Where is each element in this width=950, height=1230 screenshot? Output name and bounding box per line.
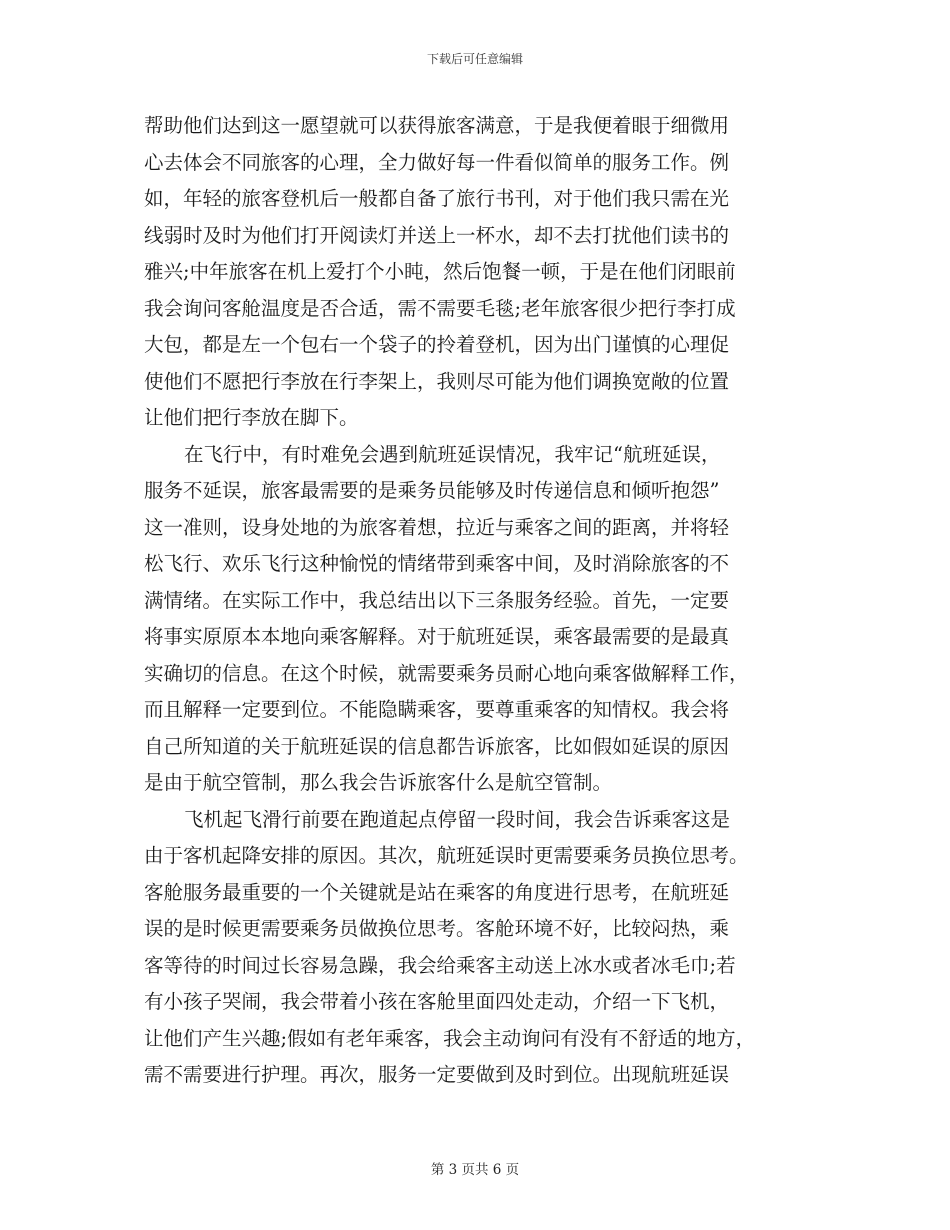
- text-line: 如，年轻的旅客登机后一般都自备了旅行书刊，对于他们我只需在光: [144, 187, 730, 210]
- text-line: 误的是时候更需要乘务员做换位思考。客舱环境不好，比较闷热，乘: [144, 917, 730, 940]
- text-line: 在飞行中，有时难免会遇到航班延误情况，我牢记“航班延误，: [184, 442, 721, 466]
- text-line: 客舱服务最重要的一个关键就是站在乘客的角度进行思考，在航班延: [144, 880, 730, 904]
- text-line: 我会询问客舱温度是否合适，需不需要毛毯;老年旅客很少把行李打成: [144, 296, 736, 320]
- text-line: 这一准则，设身处地的为旅客着想，拉近与乘客之间的距离，并将轻: [144, 515, 730, 539]
- text-line: 实确切的信息。在这个时候，就需要乘务员耐心地向乘客做解释工作，: [144, 661, 749, 685]
- text-line: 自己所知道的关于航班延误的信息都告诉旅客，比如假如延误的原因: [144, 734, 730, 758]
- text-line: 满情绪。在实际工作中，我总结出以下三条服务经验。首先，一定要: [144, 588, 730, 612]
- text-line: 让他们把行李放在脚下。: [144, 406, 359, 429]
- text-line: 将事实原原本本地向乘客解释。对于航班延误，乘客最需要的是最真: [144, 625, 730, 648]
- text-line: 服务不延误，旅客最需要的是乘务员能够及时传递信息和倾听抱怨”: [144, 479, 720, 502]
- body-text: [144, 108, 808, 1094]
- page-header: 下载后可任意编辑: [426, 52, 523, 66]
- text-line: 松飞行、欢乐飞行这种愉悦的情绪带到乘客中间，及时消除旅客的不: [144, 552, 730, 575]
- text-line: 而且解释一定要到位。不能隐瞒乘客，要尊重乘客的知情权。我会将: [144, 698, 730, 721]
- page-footer: 第 3 页共 6 页: [430, 1162, 520, 1178]
- text-line: 飞机起飞滑行前要在跑道起点停留一段时间，我会告诉乘客这是: [184, 807, 731, 831]
- text-line: 大包，都是左一个包右一个袋子的拎着登机，因为出门谨慎的心理促: [144, 333, 730, 356]
- text-line: 有小孩子哭闹，我会带着小孩在客舱里面四处走动，介绍一下飞机，: [144, 990, 730, 1013]
- text-line: 雅兴;中年旅客在机上爱打个小盹，然后饱餐一顿，于是在他们闭眼前: [144, 260, 736, 283]
- text-line: 需不需要进行护理。再次，服务一定要做到及时到位。出现航班延误: [144, 1063, 730, 1086]
- text-line: 是由于航空管制，那么我会告诉旅客什么是航空管制。: [144, 771, 613, 794]
- text-line: 帮助他们达到这一愿望就可以获得旅客满意，于是我便着眼于细微用: [144, 114, 730, 137]
- paragraph-3: [144, 802, 808, 1094]
- text-line: 线弱时及时为他们打开阅读灯并送上一杯水，却不去打扰他们读书的: [144, 223, 730, 247]
- text-line: 使他们不愿把行李放在行李架上，我则尽可能为他们调换宽敞的位置: [144, 369, 730, 393]
- paragraph-2: [144, 437, 808, 802]
- text-line: 让他们产生兴趣;假如有老年乘客，我会主动询问有没有不舒适的地方，: [144, 1026, 756, 1050]
- text-line: 心去体会不同旅客的心理，全力做好每一件看似简单的服务工作。例: [144, 150, 730, 174]
- text-line: 由于客机起降安排的原因。其次，航班延误时更需要乘务员换位思考。: [144, 844, 749, 867]
- paragraph-1: [144, 108, 808, 437]
- text-line: 客等待的时间过长容易急躁，我会给乘客主动送上冰水或者冰毛巾;若: [144, 953, 736, 977]
